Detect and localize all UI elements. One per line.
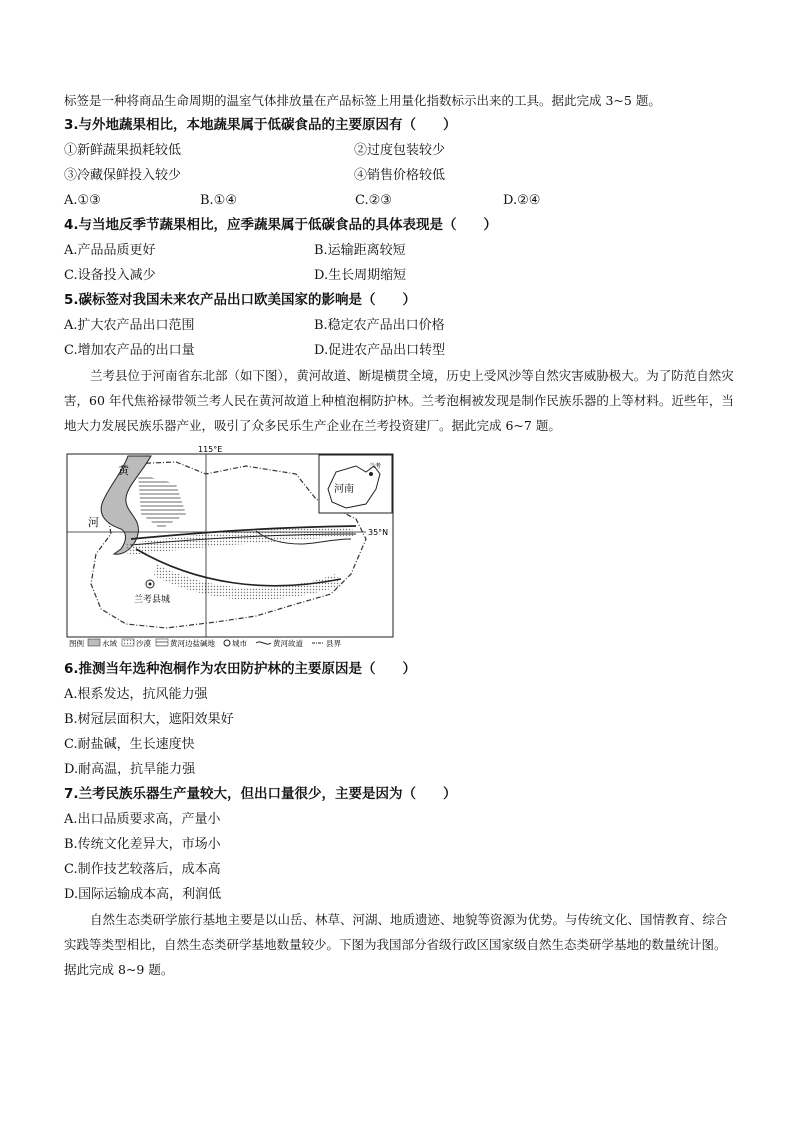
option-b[interactable]: B.传统文化差异大，市场小 [64,837,221,852]
legend-saline-swatch [156,639,168,646]
legend-water-swatch [88,639,100,646]
question-7-stem: 7.兰考民族乐器生产量较大，但出口量很少，主要是因为（ ） [64,786,457,802]
item: ④销售价格较低 [354,168,446,183]
city-marker-dot [149,583,152,586]
option-a[interactable]: A.根系发达，抗风能力强 [64,687,208,702]
question-5-stem: 5.碳标签对我国未来农产品出口欧美国家的影响是（ ） [64,292,417,308]
question-3-items-row1 [64,138,734,163]
river-label-2: 河 [88,516,99,529]
option-a[interactable]: A.产品品质更好 [64,243,156,258]
question-3-options [64,188,734,213]
option-d[interactable]: D.国际运输成本高，利润低 [64,887,222,902]
item: ①新鲜蔬果损耗较低 [64,143,182,158]
latitude-label: 35°N [368,528,389,537]
question-5-options-row1 [64,313,734,338]
option-a[interactable]: A.扩大农产品出口范围 [64,318,195,333]
option-d[interactable]: D.②④ [503,193,541,208]
option-c[interactable]: C.制作技艺较落后，成本高 [64,862,221,877]
option-d[interactable]: D.生长周期缩短 [314,268,407,283]
lankao-map [66,444,396,649]
lankao-inset-dot [369,472,373,476]
city-label: 兰考县城 [134,595,171,605]
legend-city: 城市 [232,639,247,648]
intro-carbon-label: 标签是一种将商品生命周期的温室气体排放量在产品标签上用量化指数标示出来的工具。据此完成 3~5 题。 [64,93,661,108]
option-c[interactable]: C.增加农产品的出口量 [64,343,195,358]
longitude-label: 115°E [198,445,223,454]
option-c[interactable]: C.②③ [355,193,392,208]
option-c[interactable]: C.设备投入减少 [64,268,156,283]
legend-city-icon [224,640,230,646]
option-d[interactable]: D.促进农产品出口转型 [314,343,446,358]
option-b[interactable]: B.树冠层面积大，遮阳效果好 [64,712,234,727]
option-b[interactable]: B.运输距离较短 [314,243,406,258]
question-3-stem: 3.与外地蔬果相比，本地蔬果属于低碳食品的主要原因有（ ） [64,117,457,133]
lankao-map-svg [66,444,396,649]
exam-page [64,88,734,982]
question-4-stem: 4.与当地反季节蔬果相比，应季蔬果属于低碳食品的具体表现是（ ） [64,217,498,233]
question-4-options-row2 [64,263,734,288]
question-6-stem: 6.推测当年选种泡桐作为农田防护林的主要原因是（ ） [64,661,417,677]
province-label: 河南 [334,484,354,495]
question-4-options-row1 [64,238,734,263]
legend-saline: 黄河边盐碱地 [170,639,215,648]
legend-water: 水域 [102,639,117,648]
option-a[interactable]: A.出口品质要求高，产量小 [64,812,221,827]
inset-county-label: 兰考 [369,463,382,470]
option-a[interactable]: A.①③ [64,193,101,208]
option-b[interactable]: B.稳定农产品出口价格 [314,318,445,333]
item: ②过度包装较少 [354,143,446,158]
river-label-1: 黄 [118,464,129,477]
intro-study-bases: 自然生态类研学旅行基地主要是以山岳、林草、河湖、地质遗迹、地貌等资源为优势。与传统文化、国情教育、综合实践等类型相比，自然生态类研学基地数量较少。下图为我国部分省级行政区国家级自然生态类研学基地的数量统计图。据此完成 8~9 题。 [64,912,728,977]
question-5-options-row2 [64,338,734,363]
option-c[interactable]: C.耐盐碱，生长速度快 [64,737,195,752]
legend-title: 图例 [69,639,84,648]
intro-lankao: 兰考县位于河南省东北部（如下图），黄河故道、断堤横贯全境，历史上受风沙等自然灾害威胁极大。为了防范自然灾害，60 年代焦裕禄带领兰考人民在黄河故道上种植泡桐防护林。兰考泡桐被发现是制作民族乐器的上等材料。近些年，当地大力发展民族乐器产业，吸引了众多民乐生产企业在兰考投资建厂。据此完成 6~7 题。 [64,368,734,433]
question-3-items-row2 [64,163,734,188]
legend-sand-swatch [122,639,134,646]
option-b[interactable]: B.①④ [200,193,237,208]
legend-boundary: 县界 [326,639,341,648]
legend-channel: 黄河故道 [273,639,303,648]
legend-channel-icon [256,642,271,644]
item: ③冷藏保鲜投入较少 [64,168,182,183]
legend-sand: 沙漠 [136,639,151,648]
option-d[interactable]: D.耐高温，抗旱能力强 [64,762,196,777]
